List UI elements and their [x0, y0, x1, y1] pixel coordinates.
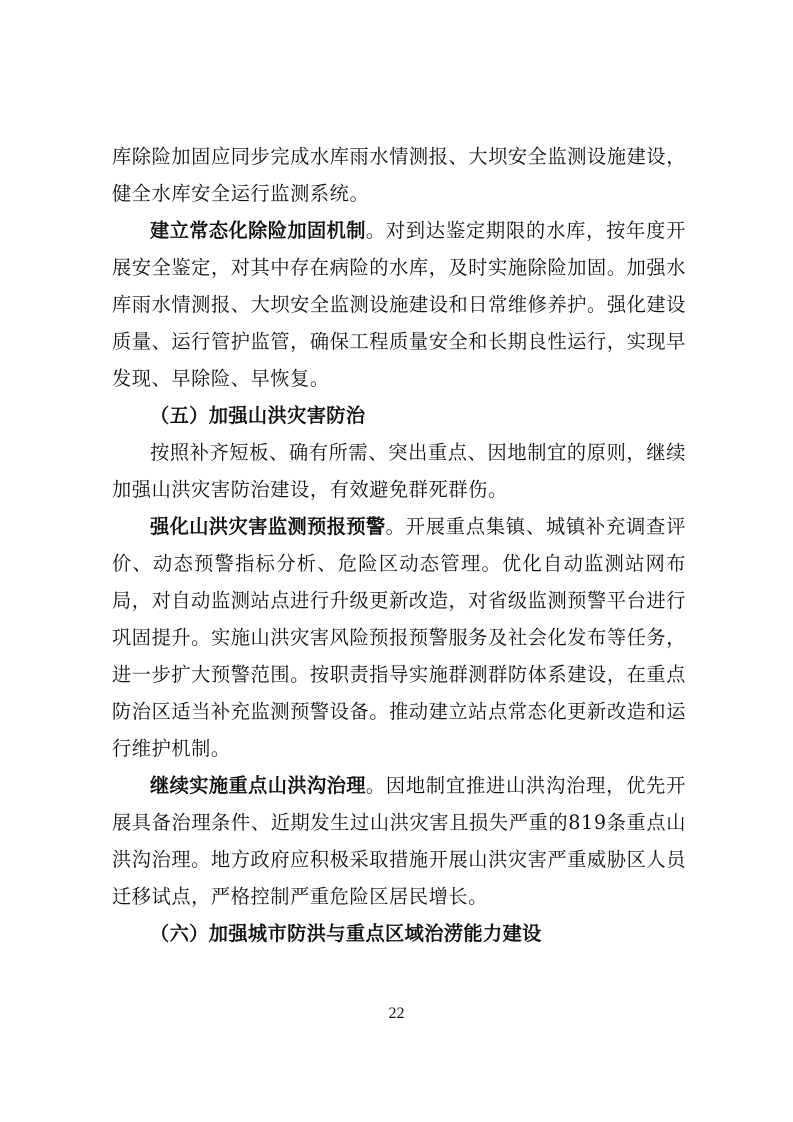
paragraph-text: 。因地制宜推进山洪沟治理，优先开展具备治理条件、近期发生过山洪灾害且损失严重的819条重点山洪沟治理。地方政府应积极采取措施开展山洪灾害严重威胁区人员迁移试点，严格控制严重危险区居民增长。: [112, 774, 686, 908]
section-heading-six: （六）加强城市防洪与重点区域治涝能力建设: [150, 922, 542, 945]
paragraph-continuation: [112, 138, 686, 212]
paragraph-lead: 建立常态化除险加固机制: [150, 219, 366, 242]
section-heading-five: （五）加强山洪灾害防治: [150, 404, 366, 427]
paragraph-text: 。开展重点集镇、城镇补充调查评价、动态预警指标分析、危险区动态管理。优化自动监测站网布局，对自动监测站点进行升级更新改造，对省级监测预警平台进行巩固提升。实施山洪灾害风险预报预警服务及社会化发布等任务，进一步扩大预警范围。按职责指导实施群测群防体系建设，在重点防治区适当补充监测预警设备。推动建立站点常态化更新改造和运行维护机制。: [112, 515, 687, 760]
paragraph-lead: 强化山洪灾害监测预报预警: [150, 515, 386, 538]
paragraph-text: 按照补齐短板、确有所需、突出重点、因地制宜的原则，继续加强山洪灾害防治建设，有效避免群死群伤。: [112, 441, 686, 501]
paragraph-reinforcement-mechanism: [112, 212, 686, 397]
paragraph-text: 库除险加固应同步完成水库雨水情测报、大坝安全监测设施建设，健全水库安全运行监测系统。: [112, 145, 686, 205]
paragraph-text: 。对到达鉴定期限的水库，按年度开展安全鉴定，对其中存在病险的水库，及时实施除险加固。加强水库雨水情测报、大坝安全监测设施建设和日常维修养护。强化建设质量、运行管护监管，确保工程质量安全和长期良性运行，实现早发现、早除险、早恢复。: [112, 219, 686, 390]
page-number: 22: [388, 1005, 405, 1022]
paragraph-gully-treatment: [112, 767, 686, 915]
paragraph-monitoring-warning: [112, 508, 686, 767]
paragraph-lead: 继续实施重点山洪沟治理: [150, 774, 366, 797]
paragraph-principles: [112, 434, 686, 508]
page-body: [112, 138, 686, 952]
